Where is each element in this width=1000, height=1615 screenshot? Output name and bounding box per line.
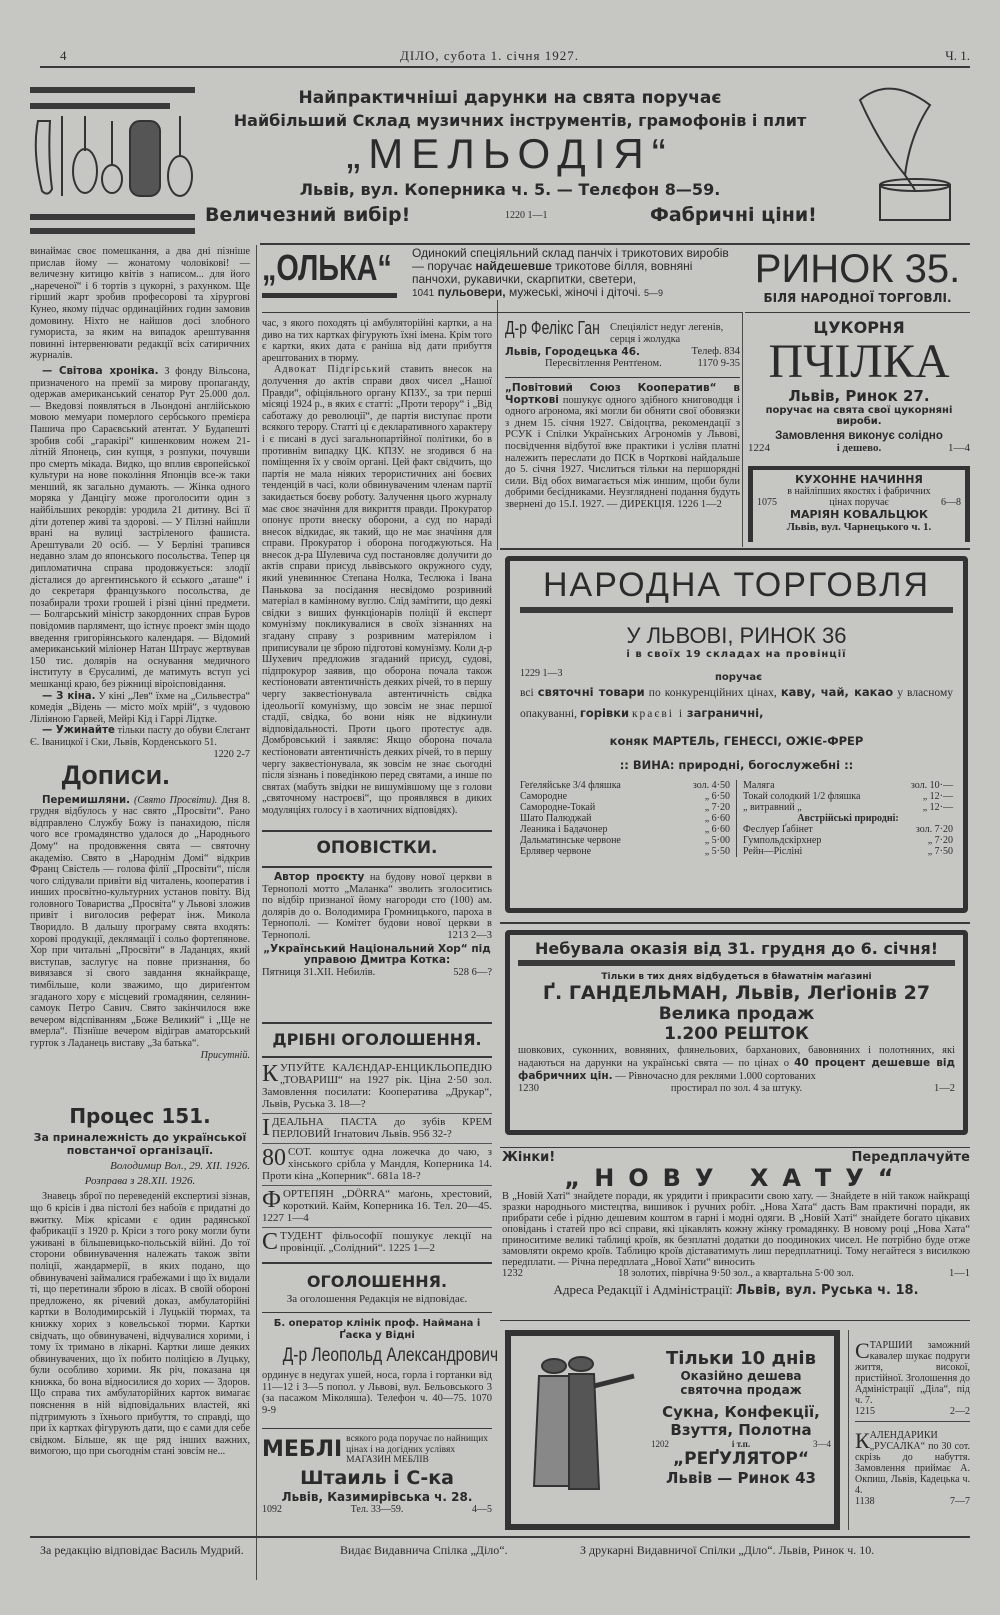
article-paragraph: тільки пасту до обуви Єлєгант Є. Іваницкої і Ски, Львів, Корденського 51. [30,725,250,748]
kitchen-ad [748,466,970,542]
regulator-address: Львів — Ринок 43 [666,1469,816,1487]
regulator-line4: Сукна, Конфекції, [662,1403,820,1421]
wine-row [743,802,953,813]
wine-name: Самородне-Токай [520,802,596,813]
narodna-title: НАРОДНА ТОРГОВЛЯ [542,566,931,604]
melodia-address: Львів, вул. Коперника ч. 5. — Телєфон 8—59. [299,180,721,199]
column-divider [256,245,257,1580]
handelman-pre: Тільки в тих днях відбудеться в бławатнім маґазині [601,972,872,982]
kitchen-text2: цінах поручає [829,497,889,508]
divider [505,377,740,378]
wine-row [743,846,953,857]
divider [262,293,397,298]
article-paragraph: З фонду Вільсона, призначеного на премії за мирову пропаганду, одержав американський сенатор Рут 25.000 дол. — Вкедовзі появляться в Льондоні англійською мовою мемуари померлого сербського премієра Пашича про Сараєвський атентат. У Будапешті зробив собі „гаракірі“ кишенковим ножем 21-літній Японець, син купця, з розпуки, почувши про смерть мікада. Видко, що вплив європейської культури на нове покоління Японців все-ж таки менший, як загально думають. — Жінка одного моряка у Данцігу може проголосити один з найбільших рекордів: уродила 21 дитину. Всі її діти дотепер живі та здорові. — У Пілзні найшли врані на вулиці застріленого фашиста. Арештували 20 осіб. — У Берліні трапився недавно злам до японського посольства. Тепер ця дипломатична справа продовжується: злодії дісталися до аргентинського й єського „аташе“ і до секретаря французького посольства, де позабирали трохи грошей і різні цінні предмети. — Болгарський міністр закордонних справ Буров повідомив парлямент, що істнує проект змін щодо введення григоріянського календаря. — Відомий американський міліонер Натан Штраус жертвував 150 тис. долярів на оснування медичного інституту в Єрусалимі, де матимуть вступ усі мешканці краю, без ріжниці віроісповідання. [30,365,250,690]
ad-code: 18—? [338,1098,366,1110]
olka-bold1: найдешевше [475,259,552,273]
furniture-text: всякого рода поручає по найнищих цінах і на догідних услівях МАГАЗИН МЕБЛІВ [346,1434,489,1465]
process-title: Процес 151. [69,1104,211,1129]
olka-text1: Одинокий спеціяльний склад панчіх і трикотових виробів — поручає [412,246,729,273]
section-lead: — З кіна. [42,690,96,702]
ad-text: ТАРШИЙ заможний кавалер шукає подруги життя, високої, пристійної. Зголошення до Адміністрації „Діла“, під ч. 7. [855,1340,970,1406]
narodna-offers-row [520,660,953,682]
olka-ad [262,247,742,302]
section-lead: — Світова хроніка. [42,365,159,377]
gan-name: Д-р Фелікс Ган [505,318,600,338]
article-paragraph: Дня 8. грудня відбулось у нас свято „Просвіти“. Рано відправлено Службу Божу із панахидою, після чого все громадянство удалося до „Народнього Дому“ на продовження свята — святочну академію. Свято в „Народнім Домі“ відкрив Франц Свістель — голова філії „Просвіти“, після чого слідували привіти від читалень, кооператив і инших просвітно-культурних установ повіту. Від головного Товариства „Просвіта“ у Львові зложив привіт і виголосив реферат інж. Микола Творидло. В дальшу програму свята входять: хорові продукції, деклямації і сольо фортепянове. Хор при читальні „Просвіти“ в Ладанцях, який виступав, заслугує на повне признання, бо вивязався зі свого завдання якнайкраще, тимбільше, коли зважимо, що дириґентом згаданого хору є місцевий громадянин, селянин-самоук Петро Савич. Свято закінчилося вже вечером відспіванням „Боже Великий“ і „Ще не вмерла“. Пізнїше вечером відіграв аматорський гурток з Ладанець виставу „За батька“. [30,794,250,1049]
melodia-line2: Найбільший Склад музичних інструментів, грамофонів і плит [233,111,807,130]
divider [262,1022,492,1024]
wine-name: Ерлявер червоне [520,846,592,857]
melodia-right-slogan: Фабричні ціни! [650,204,817,226]
handelman-ad [505,930,968,1135]
small-ad [855,1340,970,1422]
ad-code: 1138 [855,1496,875,1507]
ad-initial: Ф [262,1187,281,1213]
nova-khata-price-row [502,1268,970,1279]
masthead: ДІЛО, субота 1. січня 1927. [400,48,579,63]
furniture-big: МЕБЛІ [262,1437,343,1463]
narodna-cognac: коняк МАРТЕЛЬ, ГЕНЕССІ, ОЖІЄ-ФРЕР [609,734,864,748]
ad-text: ТУДЕНТ фільософії пошукує лекції на провінції. „Солідний“. [280,1230,492,1254]
melodia-name: „МЕЛЬОДІЯ“ [346,130,674,177]
left-article [30,246,250,1576]
ad-code: 1232 [502,1268,523,1279]
ad-code: 1041 [412,288,435,299]
ad-text: ДЕАЛЬНА ПАСТА до зубів КРЕМ ПЕРЛОВИЙ Ігнатович Львів. [272,1116,492,1140]
text: горівки [579,706,630,720]
choir-line: Пятниця 31.XII. Небилів. [262,966,376,978]
pchilka-name: ПЧІЛКА [768,335,950,388]
column-divider [848,1330,849,1530]
two-men-illustration-icon [519,1346,639,1521]
gan-xray: Пересвітлення Рентґеном. [545,358,662,369]
narodna-sub: і в своїх 19 складах на провінції [626,649,847,660]
olka-text [412,247,742,300]
melodia-line1: Найпрактичніші дарунки на свята поручає [298,88,722,108]
wine-name: Самородне [520,791,568,802]
wine-row [743,813,953,824]
wine-row [743,791,953,802]
regulator-line1: Тільки 10 днів [666,1348,816,1369]
furniture-ad [262,1434,492,1515]
narodna-wines: :: ВИНА: природні, богослужебні :: [619,758,854,772]
divider [500,922,970,924]
small-ad [262,1144,492,1186]
divider [262,312,742,313]
wine-row [743,835,953,846]
text: простирал по зол. 4 за штуку. [670,1083,803,1094]
kitchen-title: КУХОННЕ НАЧИННЯ [795,473,923,486]
small-ad [262,1186,492,1228]
gan-tel: Телеф. 834 [691,346,740,357]
text: у власному опакуванні, [520,687,953,720]
article-paragraph: ставить внесок на долучення до актів справи двох чисел „Нашої Правди“, офіціяльного органу КПЗУ., за три перші місяці 1924 р., в яких є статті: „Проти терору“ і „Від саботажу до революції“, де партія виступає проти всякого терору. Статті ці є декларативного характеру і є писані в дусі загальнопартійної політики, бо в противнім випадку ЦК. КПЗУ. не згодився б на поміщення їх у своїм органі. Цей факт свідчить, що партія не мала ніяких терористичних ані боєвих тенденцій в часі, коли обвинуваченим членам партії закидається боєву роботу. Залучення цього журналу має своє значіння для викриття правди. Прокуратор опонує проти внеску оборони, а суд по нараді внесок відкидає, як такий, що не має значіння для справи. Прокуратор і оборона погоджуються. На внесок д-ра Шулевича суд постановляє долучити до актів справи присуд львівського окружного суду, який уневиннює Степана Нолка, Теслюка і Івана Панькова за посідання несвідомо розривний матеріал в камінному вуглю. Слід замітити, що деякі свідки з виших функціонарів поліції й експерт комунізму покликувалися в своїх зізнаннях на згадану справу з розривним матеріялом і приписували це зброю підготові комунізму. Коли д-р Шухевич предложив згаданий присуд, судові, підпрокурор заявив, що оборона почала також кестіоновати автентичність деяких річей, то в першу чергу заквестіонувала автентичність свідка ідеольогії комунізму, що зовсім не знає першої стадії, свідка, бо вони ніяк не відкинули відповідальності. Проти цього протестує адв. Домбровський і заявляє: Якщо оборона почала кестіоновати автентичність деяких річей, то в першу чергу заквестіонувала, як зовсім не знає сьогодні після зізнань і поведінкою перед святами, а инше по святах (мабуть звідки не вишумівшому ще з голови „святочному настроєві“, що проявлявся в диких модуляціях голосу і в хаотичних відповідях). [262,364,492,816]
wine-name: Австрійські природні: [797,813,899,824]
olka-text2: трикотове білля, вовняні панчохи, рукавички, скарпитки, светери, [412,259,693,286]
wine-price: зол. 10·— [910,780,953,791]
wine-price: „ 6·60 [704,824,730,835]
wine-price: „ 5·50 [704,846,730,857]
ads-disclaimer: За оголошення Редакція не відповідає. [286,1293,468,1305]
narodna-offers: поручає [715,672,762,683]
wine-price-list [520,780,953,857]
regulator-codes [651,1439,831,1449]
doctor-text [262,1370,492,1416]
instruments-icon [30,111,200,201]
divider [500,548,970,550]
ad-code: 1224 [748,442,770,454]
olka-text3: мужеські, жіночі і діточі. [508,285,641,299]
text: по конкуренційних цінах, [648,687,777,699]
column-divider [742,312,743,547]
handelman-title: Небувала оказія від 31. грудня до 6. січня! [534,939,939,958]
text: заграничні, [686,706,764,720]
wine-row [743,824,953,835]
divider [745,312,970,313]
wine-price: „ 7·20 [704,802,730,813]
ad-code: 7—7 [950,1496,970,1507]
pchilka-ad [748,318,970,454]
ad-code: 1070 9-9 [262,1393,492,1416]
ad-code: 1226 1—2 [677,498,722,510]
ad-code: 4—5 [472,1503,492,1515]
kitchen-name: МАРІЯН КОВАЛЬЦЮК [790,508,928,521]
pchilka-text: поручає на свята свої цукорняні вироби. [765,405,953,427]
wine-price: „ 7·20 [927,835,953,846]
nova-khata-text: В „Новій Хаті“ знайдете поради, як урядити і прикрасити свою хату. — Знайдете в ній також найкращі зразки народнього мистецтва, вишивок і ручних робіт. „Нова Хата“ дасть Вам практичні поради, як прибрати себе і рідню дешевим коштом в гарні і модні одяги. В „Новій Хаті“ знайдете богато цікавих оповідань і статей про всі справи, які цікавлять кожну жінку громадянку. В новому році „Нова Хата“ приноситиме великі таблиці кроїв, як безплатні додатки до поодиноких чисел. Не потрібно буде отже замовляти окремо кроїв. Таблицю кроїв діставатимуть лиш передплатниці. Тому негайтеся з висилкою передплати. — Річна передплата „Нової Хати“ виносить [502,1191,970,1268]
pchilka-order2: і дешево. [836,442,882,454]
ad-code: 1229 1—3 [520,668,563,679]
wine-row [520,780,730,791]
ad-code: 528 6—? [453,966,492,978]
pchilka-order: Замовлення виконує солідно [775,430,943,442]
divider [262,1262,492,1264]
text: — Рівночасно для реклями 1.000 сортованих [615,1071,816,1082]
article-paragraph: У кіні „Лев“ їхме на „Сильвестра“ комедія „Відень — місто моїх мрій“, з чудовою Ліліяною Гарвей, Мейрі Кід і Гаррі Лідтке. [30,690,250,725]
wine-price: „ 12·— [922,802,953,813]
wine-row [520,802,730,813]
signature: Присутній. [200,1049,250,1061]
gan-ad [505,318,740,370]
narodna-address: У ЛЬВОВІ, РИНОК 36 [626,623,847,648]
rynok35-title: РИНОК 35. [754,247,961,291]
handelman-text [518,1044,955,1083]
women-label: Жінки! [502,1150,556,1165]
wine-name: Геґеляйське 3/4 фляшка [520,780,621,791]
wine-name: Токай солодкий 1/2 фляшка [743,791,861,802]
ad-code: 1—4 [947,442,970,454]
ad-code: 1202 [651,1439,669,1449]
wine-row [520,813,730,824]
ad-code: 6—8 [941,497,961,508]
regulator-name: „РЕҐУЛЯТОР“ [672,1449,810,1469]
melodia-code: 1220 1—1 [505,210,548,221]
notice-text: на будову нової церкви в Тернополі мотто „Маланка“ зволить зголоситись по відбір признаної йому нагороди сто (100) ам. долярів до о. Володимира Громницького, пароха в Тернополі. — Комітет будови нової церкви в Тернополі. [262,872,492,941]
subscribe-label: Передплачуйте [851,1150,970,1165]
nova-khata-ad [502,1150,970,1298]
section-lead: Перемишляни. [42,794,130,806]
small-ad [262,1114,492,1144]
doctor-pre: Б. оператор клінік проф. Наймана і Ґаєка у Відні [273,1318,481,1341]
gan-spec: Спеціяліст недуг легенів, серця і жолудка [610,322,724,345]
ad-code: 2—2 [950,1406,970,1417]
melodia-left-slogan: Величезний вибір! [205,204,411,226]
text: каву, чай, какао [780,685,894,699]
ad-code: 1230 [518,1083,539,1094]
handelman-footer [518,1083,955,1094]
ad-text: СОТ. коштує одна ложечка до чаю, з хінського срібла у Мандля, Коперника 14. Проти кіна „Коперник“. [262,1146,492,1182]
process-subtitle: За приналежність до української повстанчої організації. [33,1131,247,1158]
wine-price: „ 5·00 [704,835,730,846]
opovistky-title: ОПОВІСТКИ. [316,838,438,858]
footer-printer: З друкарні Видавничої Спілки „Діло“. Львів, Ринок ч. 10. [580,1543,875,1557]
handelman-remnants: 1.200 РЕШТОК [664,1024,809,1044]
wine-row [520,846,730,857]
divider [262,1428,492,1429]
doctor-name: Д-р Леопольд Александрович [282,1345,499,1366]
wine-list-right [737,780,953,857]
ad-code: 3—4 [813,1439,831,1449]
text: і т.п. [731,1439,751,1449]
wine-name: „ витравний „ [743,802,802,813]
ad-text: АЛЕНДАРИКИ „РУСАЛКА“ по 30 сот. скрізь до набуття. Замовлення приймає А. Окпиш, Львів, Кадецька ч. 4. [855,1430,970,1496]
furniture-address: Львів, Казимирівська ч. 28. [281,1489,473,1504]
text: 40 процент дешевше від фабричних цін. [518,1057,955,1082]
ad-initial: 80 [262,1145,286,1171]
dopysy-title: Дописи. [61,759,170,790]
text: краєві і [631,708,685,720]
text: шовкових, суконних, вовняних, флянельових, барханових, бавовняних і полотняних, які надаються на дарунки на українські свята — по цінах о [518,1045,955,1069]
wine-price: „ 12·— [922,791,953,802]
coop-lead: „Повітовий Союз Кооператив“ в Чорткові [505,383,740,406]
wine-name: Леаника і Бадачонер [520,824,608,835]
wine-price: зол. 4·50 [692,780,730,791]
page-header [60,48,970,64]
wine-price: „ 7·50 [927,846,953,857]
text: святочні товари [537,685,645,699]
address-label: Адреса Редакції і Адміністрації: [553,1282,733,1297]
small-ad [855,1422,970,1507]
ad-code: 1170 9-35 [697,358,740,369]
small-ad [262,1060,492,1114]
ad-code: 1225 1—2 [388,1242,436,1254]
wine-name: Маляга [743,780,775,791]
handelman-name: Ґ. ГАНДЕЛЬМАН, Львів, Леґіонів 27 [542,982,931,1004]
section-lead: — Ужинайте [42,725,115,737]
wine-row [520,835,730,846]
right-small-ads [855,1340,970,1507]
wine-name: Феслуер Ґабінет [743,824,813,835]
section-lead: Автор проєкту [274,872,365,883]
footer-editor: За редакцію відповідає Василь Мудрий. [40,1543,244,1557]
divider [262,1312,492,1313]
ad-initial: К [855,1428,870,1453]
ad-code: 681a 18-? [377,1170,421,1182]
wine-row [520,824,730,835]
divider [262,830,492,832]
ad-code: 1075 [757,497,777,508]
wine-price: „ 6·50 [704,791,730,802]
regulator-text [651,1348,831,1487]
coop-text: пошукує одного здібного книговодця і одного аґронома, які могли би обняти свої обовязки з днем 15. січня 1927. Свідоцтва, рекомендації з РСУК і Спілки Українських Агрономів у Львові, посвідчення відбутої вже практики і услівя платні належить переслати до ПСК в Чорткові найдальше до 5. січня 1927. Числиться тільки на першорядні сили. Від обох вимагається між иншим, щоби були добрими бесідниками. Неузгляднені подання будуть звернені до 15.I. 1927. — ДИРЕКЦІЯ. [505,394,740,510]
ad-code: 1092 [262,1503,282,1515]
divider [262,1056,492,1058]
nova-khata-address [502,1282,970,1298]
doctor-text-body: ординує в недугах ушей, носа, горла і гортанки від 11—12 і 3—5 попол. у Львові, вул. Бельовського 3 (за пасажом Міколяша). Телефон ч. 40—75. [262,1370,492,1405]
choir-row [262,967,492,979]
divider [500,1147,970,1148]
footer-rule [30,1536,970,1538]
wine-name: Дальматинське червоне [520,835,621,846]
ad-text: ОРТЕПЯН „DÖRRA“ маґонь, хрестовий, короткий. Кайм, Коперника 16. Тел. 20—45. [282,1188,492,1212]
wine-row [743,780,953,791]
ad-code: 956 32-? [412,1128,452,1140]
wine-list-left [520,780,737,857]
ad-code: 1—2 [933,1083,955,1094]
wine-name: Рейн—Рісліні [743,846,803,857]
wine-name: Шато Палюджай [520,813,592,824]
handelman-sale: Велика продаж [658,1004,815,1024]
regulator-line5: Взуття, Полотна [670,1421,812,1439]
olka-bold2: пульовери, [437,285,506,299]
small-ad [262,1228,492,1257]
column-divider [497,300,498,550]
footer-publisher: Видає Видавнича Спілка „Діло“. [340,1543,508,1557]
narodna-torhovlia-ad [505,556,968,913]
nova-khata-price: 18 золотих, піврічна 9·50 зол., а квартальна 5·00 зол. [618,1268,854,1279]
instruments-illustration [30,85,200,230]
article-paragraph: винаймає своє помешкання, а два дні пізніше прислав йому — жонатому чоловікові! — величезну китицю квітів з написом... для його „нареченої“ і 6 тортів з цукорні, з рахунком. Ще гірший жарт зробив професорові та хірургові Кунео, якому підчас ординаційних годин замовив домовину. Ніхто не найшов досі злобного гумориста, за яким на випадок арештування повинні інтервенювати редакції всіх сатиричних журналів. [30,246,250,362]
ad-code: 1215 [855,1406,875,1417]
furniture-tel: Тел. 33—59. [350,1503,404,1515]
nova-khata-title: „НОВУ ХАТУ“ [564,1164,908,1192]
ad-code: 1220 2-7 [213,748,250,760]
section-lead: Адвокат Підгірський [274,364,391,376]
regulator-line3: святочна продаж [680,1383,802,1397]
ad-initial: К [262,1061,279,1087]
process-date: Розправа з 28.XII. 1926. [84,1174,196,1187]
notice-church [262,872,492,978]
pchilka-pre: ЦУКОРНЯ [813,318,905,337]
regulator-ad [505,1330,840,1530]
ad-rule [260,243,970,245]
narodna-body [520,682,953,724]
section-subtitle: (Свято Просвіти). [133,794,218,806]
furniture-name: Штаиль і С-ка [300,1466,454,1489]
olka-name: „ОЛЬКА“ [262,247,392,288]
issue-number: Ч. 1. [945,48,970,63]
text: всі [520,687,534,699]
page-number: 4 [60,48,67,63]
pchilka-address: Львів, Ринок 27. [788,387,930,405]
middle-article [262,318,492,823]
process-place: Володимир Вол., 29. XII. 1926. [110,1160,250,1173]
ads-title: ОГОЛОШЕННЯ. [306,1272,448,1291]
rynok35-ad [745,247,970,305]
choir-title: „Український Національний Хор“ під управою Дмитра Котка: [263,942,491,967]
divider [262,866,492,868]
rynok35-sub: БІЛЯ НАРОДНОЇ ТОРГОВЛІ. [763,291,952,305]
gan-address: Львів, Городецька 46. [505,346,641,358]
article-paragraph: час, з якого походять ці амбуляторійні картки, а на диво на тих картках фігурують їхні імена. Крім того є картки, яких дата є раніша від дати прибуття арештованих в тюрму. [262,318,492,364]
wine-price: „ 6·60 [704,813,730,824]
kitchen-text1: в найліпших якостях і фабричних [787,486,931,497]
gramophone-icon [850,80,960,230]
ad-text: УПУЙТЕ КАЛЄНДАР-ЕНЦИКЛЬОПЕДІЮ „ТОВАРИШ“ на 1927 рік. Ціна 2·50 зол. Замовлення посилати: Кооператива „Друкар“, Львів, Руська 3. [262,1062,492,1110]
ad-code: 5—9 [644,288,664,298]
ad-initial: С [855,1340,870,1363]
ad-code: 1227 1—4 [262,1212,309,1224]
ad-code: 1—1 [948,1268,970,1279]
small-ads-title: ДРІБНІ ОГОЛОШЕННЯ. [272,1030,482,1049]
doctor-ad [262,1318,499,1416]
coop-ad [505,383,740,511]
wine-row [520,791,730,802]
ad-code: 1213 2—3 [447,929,492,941]
melodia-ad [30,80,970,235]
furniture-footer [262,1504,492,1515]
header-rule [40,66,970,68]
ad-initial: С [262,1229,279,1255]
kitchen-address: Львів, вул. Чарнецького ч. 1. [786,521,932,533]
small-ads-list [262,1060,492,1257]
address: Львів, вул. Руська ч. 18. [735,1283,919,1298]
divider [500,1320,970,1321]
article-paragraph: Знавець зброї по переведеній експертизі зізнав, що 6 крісів і два пістолі без набоїв є придатні до вжитку. Між крісами є один радянської фабрикації з 1920 р. Кріси з того року могли бути уживані в більшевицько-польській війні. До тої сторони обвинувачення належать також звіти поліції, жандармерії, в яких подано, що обвинувачені займалися грабежами і що їх видали ті, що перетинали зброю в лісах. В своїй обороні предложено, як річевий доказ, амбулаторійні картки в Володимирській і Луцькій тюрмах, та книжку хорих з ковельської тюрми. Картки свідчать, що обвинувачені, відчувалися хорими, і тому їх тримано в лікарні. Картки лише деяких обвинувачених, що їх побито поліцією в Луцьку, були особливо хорими. Як річ, показана ця книжка, бо вона відносилися до хорих — Здоров. Що справа тих амбулаторійних карток вимагає пояснення в ній відповідальних властей, які підтримують з їхнього прибуття, то справді, що при їх картках фігурують дати, що є сами для себе свідком. Більше, як ще ряд інших важних, вимогою, що при сьогоднім стані зовсім не... [30,1191,250,1458]
regulator-line2: Оказійно дешева [680,1369,802,1383]
wine-price: зол. 7·20 [915,824,953,835]
ad-initial: І [262,1115,270,1141]
wine-name: Гумпольдскірхнер [743,835,822,846]
